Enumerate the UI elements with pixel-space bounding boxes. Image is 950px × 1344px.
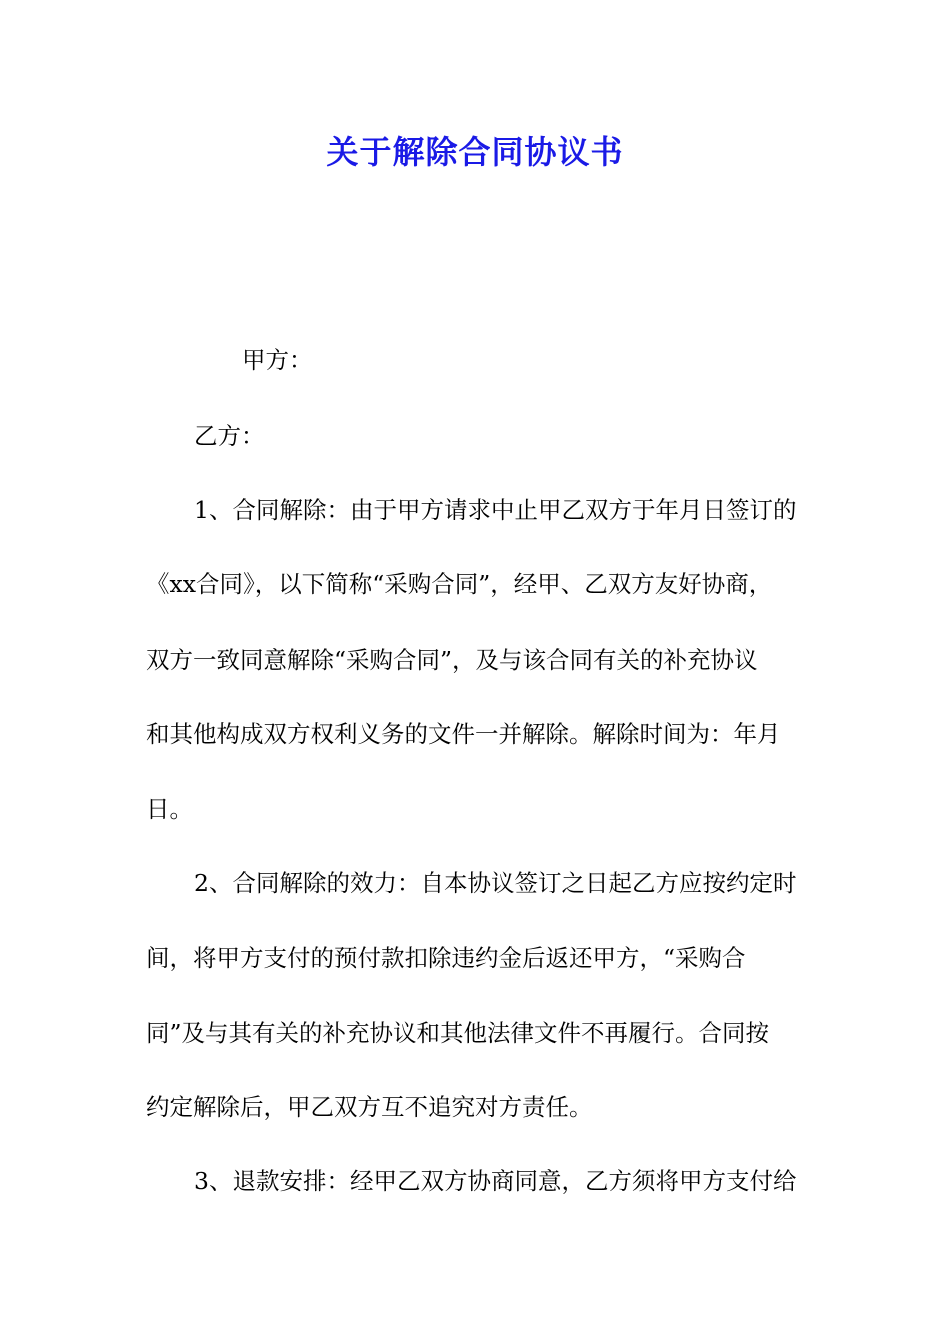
party-b-line: 乙方： xyxy=(194,422,265,450)
clause-2-line-3: 同”及与其有关的补充协议和其他法律文件不再履行。合同按 xyxy=(146,1019,770,1047)
clause-2-line-2: 间，将甲方支付的预付款扣除违约金后返还甲方，“采购合 xyxy=(146,944,746,972)
clause-2-line-4: 约定解除后，甲乙双方互不追究对方责任。 xyxy=(146,1093,593,1121)
clause-1-line-2: 《xx合同》，以下简称“采购合同”，经甲、乙双方友好协商， xyxy=(146,570,773,598)
clause-1-line-4: 和其他构成双方权利义务的文件一并解除。解除时间为：年月 xyxy=(146,720,781,748)
clause-2-line-1: 2、合同解除的效力：自本协议签订之日起乙方应按约定时 xyxy=(194,869,797,897)
party-a-line: 甲方： xyxy=(242,346,313,374)
document-title: 关于解除合同协议书 xyxy=(326,133,624,171)
clause-1-line-3: 双方一致同意解除“采购合同”，及与该合同有关的补充协议 xyxy=(146,646,758,674)
clause-1-line-1: 1、合同解除：由于甲方请求中止甲乙双方于年月日签订的 xyxy=(194,496,797,524)
clause-1-line-5: 日。 xyxy=(146,795,193,823)
clause-3-line-1: 3、退款安排：经甲乙双方协商同意，乙方须将甲方支付给 xyxy=(194,1167,797,1195)
